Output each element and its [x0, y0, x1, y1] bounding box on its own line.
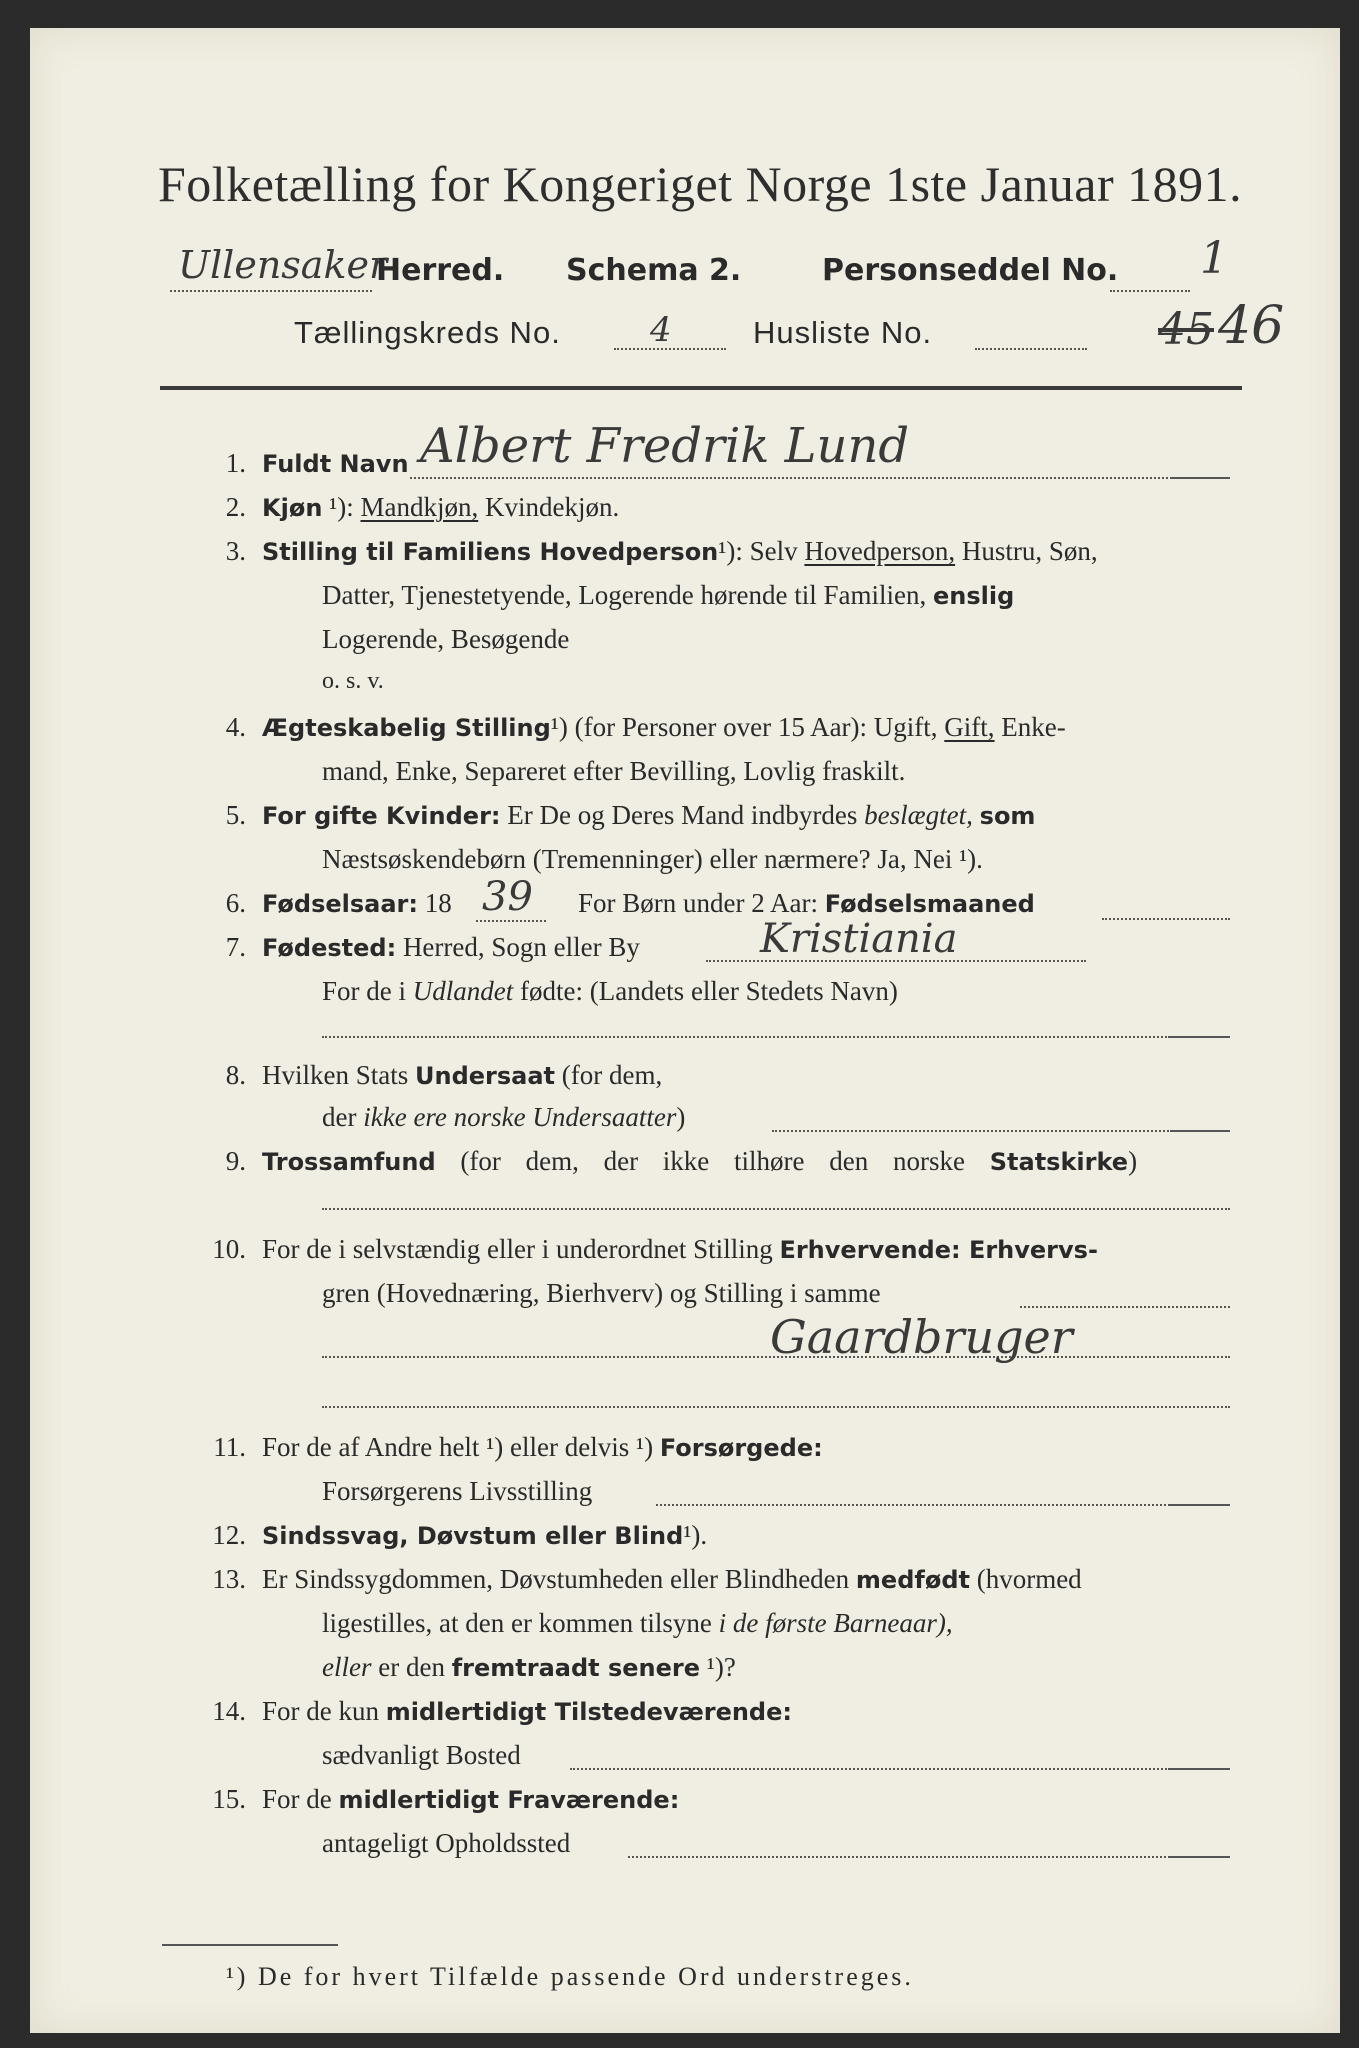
item-13-sup: ¹)?	[706, 1652, 736, 1682]
item-12-label: Sindssvag, Døvstum eller Blind	[262, 1522, 684, 1550]
item-4-sup: ¹)	[550, 712, 568, 742]
item-9-number: 9.	[225, 1146, 246, 1176]
item-15-dash	[1170, 1854, 1230, 1858]
item-14-line1: For de kun	[262, 1696, 379, 1726]
item-8-line1b: (for dem,	[561, 1060, 663, 1090]
census-form-sheet: Folketælling for Kongeriget Norge 1ste Januar 1891. Ullensaker Herred. Schema 2. Personseddel No. 1 Tællingskreds No. 4 Husliste No. 45 46 1. Fuldt Navn Albert Fredrik Lund 2. Kjøn ¹): Mandkjøn, Kvindekjøn. 3. Stilling til Familiens Hovedperson¹): Selv Hovedperson, Hustru, Søn, Datter, Tjenestetyende, Logerende hørende til Familien, enslig Logerende, Besøgende o. s. v. 4. Ægteskabelig Stilling¹) (for Personer over 15 Aar): Ugift, Gift, Enke- mand, Enke, Separeret efter Bevilling, Lovlig fraskilt. 5. For gifte Kvinder: Er De og Deres Mand indbyrdes beslægtet, som Næstsøskendebørn (Tremenninger) eller nærmere? Ja, Nei ¹). 6. Fødselsaar: 18 39 For Børn under 2 Aar: Fødselsmaaned 7. Fødested: Herred, Sogn eller By Kristiania For de i Udlandet fødte: (Landets eller Stedets Navn) 8. Hvilken Stats Undersaat (for dem, der ikke ere norske Undersaatter) 9. Trossamfund (for dem, der ikke tilhøre den norske Statskirke) 10. For de i selvstændig eller i underordnet Stilling Erhvervende: Erhvervs- gren (Hovednæring, Bierhverv) og Stilling i samme Gaardbruger 11. For de af Andre helt ¹) eller delvis ¹) Forsørgede: Forsørgerens Livsstilling 12. Sindssvag, Døvstum eller Blind¹). 13. Er Sindssygdommen, Døvstumheden eller Blindheden medfødt (hvormed ligestilles, at den er kommen tilsyne i de første Barneaar), eller er den fremtraadt senere ¹)? 14. For de kun midlertidigt Tilstedeværende: sædvanligt Bosted 15. For de midlertidigt Fraværende: antageligt Opholdssted ¹) De for hvert Tilfælde passende Ord understreges.	[30, 28, 1340, 2033]
item-15-number: 15.	[212, 1784, 246, 1814]
item-6-year-dots	[476, 918, 546, 922]
footnote-rule	[162, 1942, 338, 1946]
item-15-line1: For de	[262, 1784, 332, 1814]
item-7-line2: fødte: (Landets eller Stedets Navn)	[520, 976, 898, 1006]
item-8-dots	[772, 1128, 1172, 1132]
personseddel-value: 1	[1200, 233, 1228, 284]
item-9-statskirke: Statskirke	[989, 1148, 1129, 1176]
item-7-for-de-i: For de i	[322, 976, 406, 1006]
item-11-dash	[1170, 1502, 1230, 1506]
item-8-line1a: Hvilken Stats	[262, 1060, 409, 1090]
item-13-line2: ligestilles, at den er kommen tilsyne	[322, 1608, 712, 1638]
item-3-enslig: enslig	[932, 582, 1015, 610]
item-8-number: 8.	[225, 1060, 246, 1090]
herred-dots	[170, 288, 372, 292]
item-11-line2: Forsørgerens Livsstilling	[322, 1476, 593, 1506]
occupation-value: Gaardbruger	[770, 1310, 1073, 1364]
option-gift: Gift,	[944, 712, 995, 742]
item-3-selv: Selv	[749, 536, 798, 566]
item-7-dots-2	[322, 1034, 1170, 1038]
item-15-dots	[628, 1854, 1170, 1858]
item-12-sup: ¹).	[683, 1520, 708, 1550]
item-3-line4: o. s. v.	[322, 668, 384, 694]
footnote-text: ¹) De for hvert Tilfælde passende Ord understreges.	[226, 1962, 914, 1991]
item-5-label: For gifte Kvinder:	[262, 802, 501, 830]
item-1-number: 1.	[225, 448, 246, 478]
birth-year-value: 39	[482, 874, 533, 920]
item-15-label: midlertidigt Fraværende:	[338, 1786, 680, 1814]
item-12-number: 12.	[212, 1520, 246, 1550]
item-14-dots	[570, 1766, 1170, 1770]
item-3-line2: Datter, Tjenestetyende, Logerende hørende til Familien,	[322, 580, 927, 610]
item-14-dash	[1170, 1766, 1230, 1770]
item-6-label: Fødselsaar:	[262, 890, 418, 918]
item-4-line2: mand, Enke, Separeret efter Bevilling, Lovlig fraskilt.	[322, 756, 906, 786]
item-4-line1: (for Personer over 15 Aar): Ugift,	[574, 712, 938, 742]
item-3-line3: Logerende, Besøgende	[322, 624, 570, 654]
item-13-hvormed: (hvormed	[976, 1564, 1082, 1594]
item-11-dots	[656, 1502, 1170, 1506]
item-9-label: Trossamfund	[262, 1148, 436, 1176]
item-7-line1: Herred, Sogn eller By	[402, 932, 640, 962]
form-title: Folketælling for Kongeriget Norge 1ste Januar 1891.	[158, 156, 1243, 212]
item-14-label: midlertidigt Tilstedeværende:	[385, 1698, 792, 1726]
item-13-line1: Er Sindssygdommen, Døvstumheden eller Blindheden	[262, 1564, 850, 1594]
item-14-line2: sædvanligt Bosted	[322, 1740, 521, 1770]
item-13-er-den: er den	[378, 1652, 445, 1682]
husliste-struck-value: 45	[1158, 304, 1214, 355]
item-11-label: Forsørgede:	[659, 1434, 823, 1462]
item-5-som: som	[979, 802, 1036, 830]
item-14-number: 14.	[212, 1696, 246, 1726]
item-5-line1: Er De og Deres Mand indbyrdes	[507, 800, 858, 830]
personseddel-dots	[1110, 288, 1190, 292]
item-10-label: Erhvervende: Erhvervs-	[779, 1236, 1098, 1264]
herred-handwritten: Ullensaker	[178, 243, 388, 287]
item-5-beslaegtet: beslægtet,	[864, 800, 973, 830]
item-13-number: 13.	[212, 1564, 246, 1594]
item-1-label: Fuldt Navn	[262, 450, 409, 478]
item-6-mid: For Børn under 2 Aar:	[578, 888, 818, 918]
herred-label: Herred.	[376, 253, 505, 288]
kreds-value: 4	[650, 310, 672, 350]
item-8-ikke-norske: ikke ere norske Undersaatter	[363, 1102, 677, 1132]
item-10-dots	[1020, 1304, 1230, 1308]
item-6-prefix: 18	[424, 888, 452, 918]
item-6-label2: Fødselsmaaned	[824, 890, 1035, 918]
item-8-label: Undersaat	[415, 1062, 556, 1090]
item-15-line2: antageligt Opholdssted	[322, 1828, 571, 1858]
header-rule	[160, 386, 1242, 390]
item-10-line2: gren (Hovednæring, Bierhverv) og Stilling i samme	[322, 1278, 881, 1308]
item-2-label: Kjøn	[262, 494, 323, 522]
item-7-label: Fødested:	[262, 934, 397, 962]
item-4-enke: Enke-	[1001, 712, 1066, 742]
option-kvindekjon: Kvindekjøn.	[485, 492, 620, 522]
item-5-line2: Næstsøskendebørn (Tremenninger) eller nærmere? Ja, Nei ¹).	[322, 844, 983, 874]
item-3-label: Stilling til Familiens Hovedperson	[262, 538, 719, 566]
item-4-label: Ægteskabelig Stilling	[262, 714, 551, 742]
husliste-dots	[975, 346, 1087, 350]
item-3-line1-rest: Hustru, Søn,	[961, 536, 1098, 566]
item-11-line1: For de af Andre helt ¹) eller delvis ¹)	[262, 1432, 654, 1462]
item-13-eller: eller	[322, 1652, 372, 1682]
item-4-number: 4.	[225, 712, 246, 742]
item-13-medfodt: medfødt	[855, 1566, 970, 1594]
birthplace-value: Kristiania	[760, 916, 958, 962]
husliste-label: Husliste No.	[753, 315, 933, 350]
item-6-dots	[1102, 916, 1230, 920]
item-9-dots	[322, 1206, 1230, 1210]
item-10-line1: For de i selvstændig eller i underordnet Stilling	[262, 1234, 773, 1264]
item-11-number: 11.	[213, 1432, 246, 1462]
item-3-number: 3.	[225, 536, 246, 566]
item-7-number: 7.	[225, 932, 246, 962]
item-7-udlandet: Udlandet	[412, 976, 514, 1006]
husliste-value: 46	[1218, 296, 1285, 356]
item-2-sup: ¹):	[329, 492, 354, 522]
item-6-number: 6.	[225, 888, 246, 918]
item-5-number: 5.	[225, 800, 246, 830]
option-hovedperson: Hovedperson,	[804, 536, 956, 566]
item-8-der: der	[322, 1102, 357, 1132]
personseddel-label: Personseddel No.	[822, 253, 1119, 288]
item-10-dots-3	[322, 1404, 1230, 1408]
item-9-line1: (for dem, der ikke tilhøre den norske	[460, 1146, 965, 1176]
item-3-sup: ¹):	[718, 536, 743, 566]
kreds-label: Tællingskreds No.	[294, 315, 561, 350]
item-13-fremtraadt: fremtraadt senere	[451, 1654, 701, 1682]
item-7-dash	[1170, 1034, 1230, 1038]
item-10-number: 10.	[212, 1234, 246, 1264]
item-13-barneaar: i de første Barneaar),	[718, 1608, 953, 1638]
option-mandkjon: Mandkjøn,	[360, 492, 479, 522]
item-8-dash	[1170, 1128, 1230, 1132]
full-name-value: Albert Fredrik Lund	[420, 418, 910, 474]
item-1-dots	[410, 475, 1172, 479]
schema-label: Schema 2.	[566, 253, 742, 288]
item-2-number: 2.	[225, 492, 246, 522]
item-1-dash	[1170, 475, 1230, 479]
